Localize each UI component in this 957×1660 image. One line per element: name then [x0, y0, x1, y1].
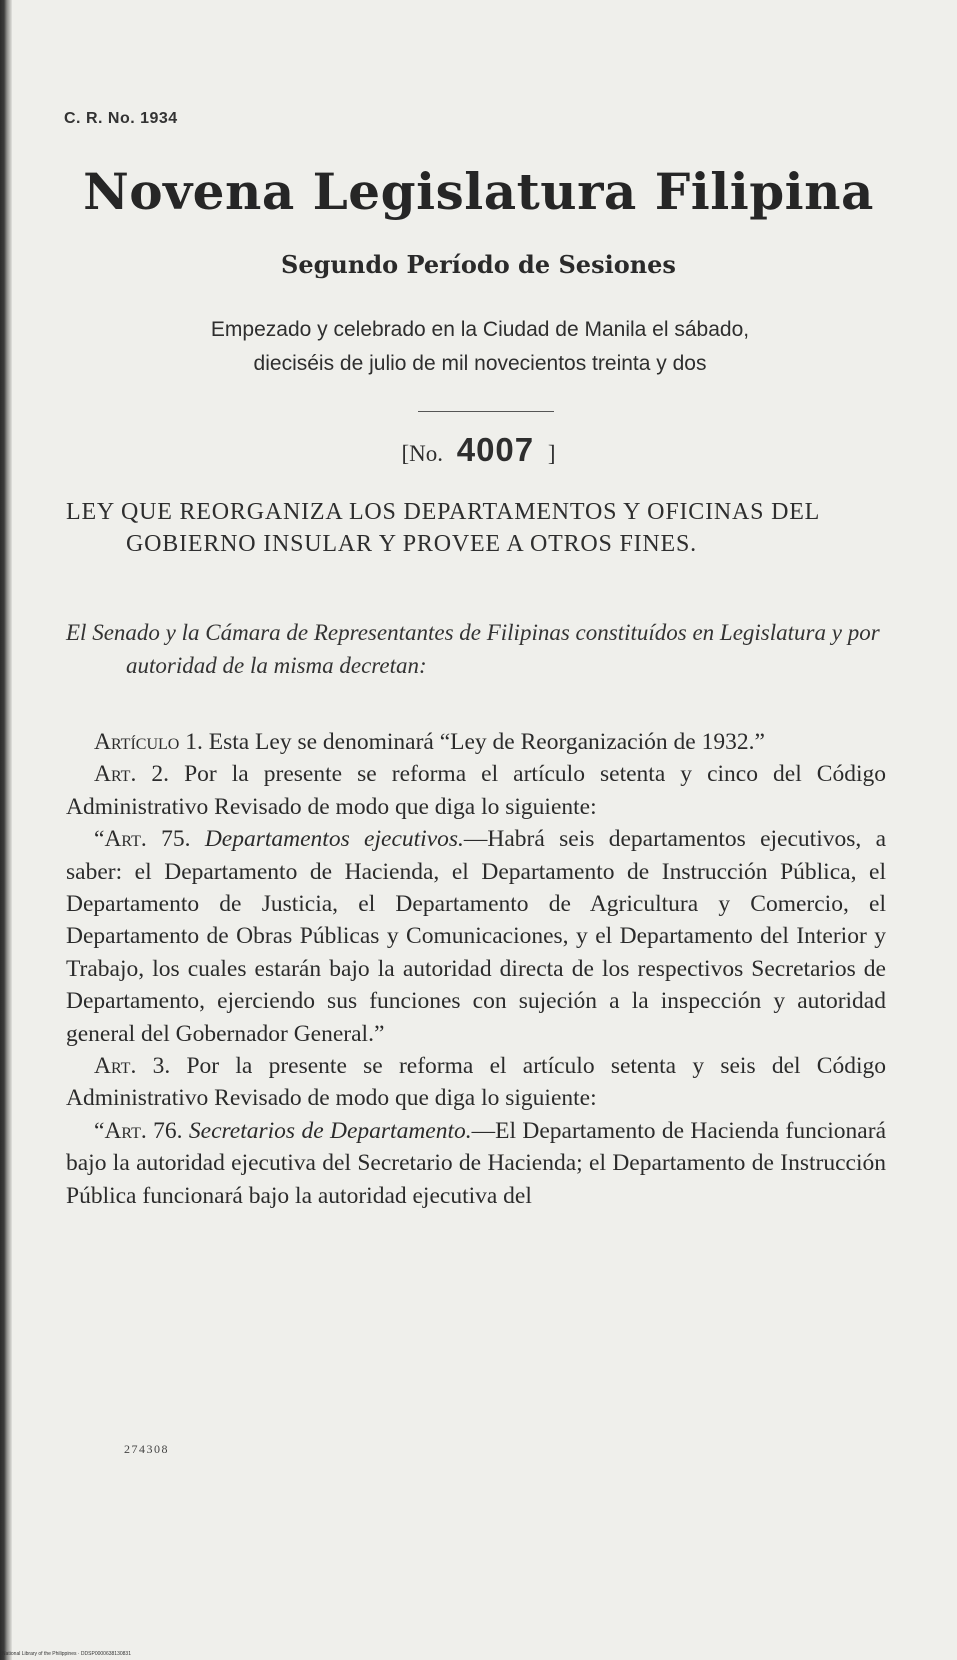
act-number-suffix: ] — [547, 441, 556, 466]
open-quote: “ — [94, 826, 105, 853]
article-label: Artículo 1. — [94, 729, 203, 755]
article-paragraph — [66, 726, 886, 758]
print-number: 274308 — [124, 1442, 169, 1456]
article-text: —Habrá seis departamentos ejecutivos, a saber: el Departamento de Hacienda, el Departamento de Instrucción Pública, el Departamento de Justicia, el Departamento de Agricultura y Comercio, el Departamento de Obras Públicas y Comunicaciones, y el Departamento del Interior y Trabajo, los cuales estarán bajo la autoridad directa de los respectivos Secretarios de Departamento, ejerciendo sus funciones con sujeción a la inspección y autoridad general del Gobernador General.” — [66, 826, 887, 1047]
article-text: Esta Ley se denominará “Ley de Reorganización de 1932.” — [208, 729, 765, 755]
law-title: LEY QUE REORGANIZA LOS DEPARTAMENTOS Y OFICINAS DEL GOBIERNO INSULAR Y PROVEE A OTROS FINES. — [66, 499, 820, 557]
act-number-value: 4007 — [456, 431, 535, 468]
cr-number: C. R. No. 1934 — [64, 110, 178, 127]
intro-line-1: Empezado y celebrado en la Ciudad de Manila el sábado, — [210, 318, 750, 341]
session-intro — [40, 313, 920, 381]
article-paragraph — [66, 1050, 886, 1115]
open-quote: “ — [94, 1117, 105, 1144]
divider-rule — [418, 411, 554, 412]
intro-line-2: dieciséis de julio de mil novecientos treinta y dos — [253, 352, 707, 375]
article-paragraph — [66, 823, 886, 1050]
article-label: Art. 75. — [104, 826, 191, 853]
article-label: Art. 76. — [104, 1117, 183, 1144]
article-text: —El Departamento de Hacienda funcionará bajo la autoridad ejecutiva del Secretario de Hacienda; el Departamento de Instrucción Pública funcionará bajo la autoridad ejecutiva del — [66, 1117, 886, 1209]
law-body — [66, 726, 886, 1212]
session-subtitle: Segundo Período de Sesiones — [281, 250, 676, 279]
article-label: Art. 2. — [94, 761, 170, 788]
enacting-clause: El Senado y la Cámara de Representantes de Filipinas constituídos en Legislatura y por autoridad de la misma decretan: — [66, 620, 880, 678]
article-heading: Departamentos ejecutivos. — [204, 826, 464, 853]
article-paragraph — [66, 1115, 886, 1212]
act-number-line — [0, 431, 957, 469]
article-text: Por la presente se reforma el artículo setenta y cinco del Código Administrativo Revisado de modo que diga lo siguiente: — [66, 761, 887, 820]
article-text: Por la presente se reforma el artículo setenta y seis del Código Administrativo Revisado de modo que diga lo siguiente: — [66, 1053, 887, 1112]
article-paragraph — [66, 758, 886, 823]
article-label: Art. 3. — [94, 1053, 171, 1080]
legislature-title: Novena Legislatura Filipina — [83, 162, 874, 221]
act-number-prefix: [No. — [401, 441, 443, 466]
article-heading: Secretarios de Departamento. — [188, 1117, 472, 1144]
scan-credit: National Library of the Philippines · DDSP0000638130831 — [2, 1651, 131, 1657]
